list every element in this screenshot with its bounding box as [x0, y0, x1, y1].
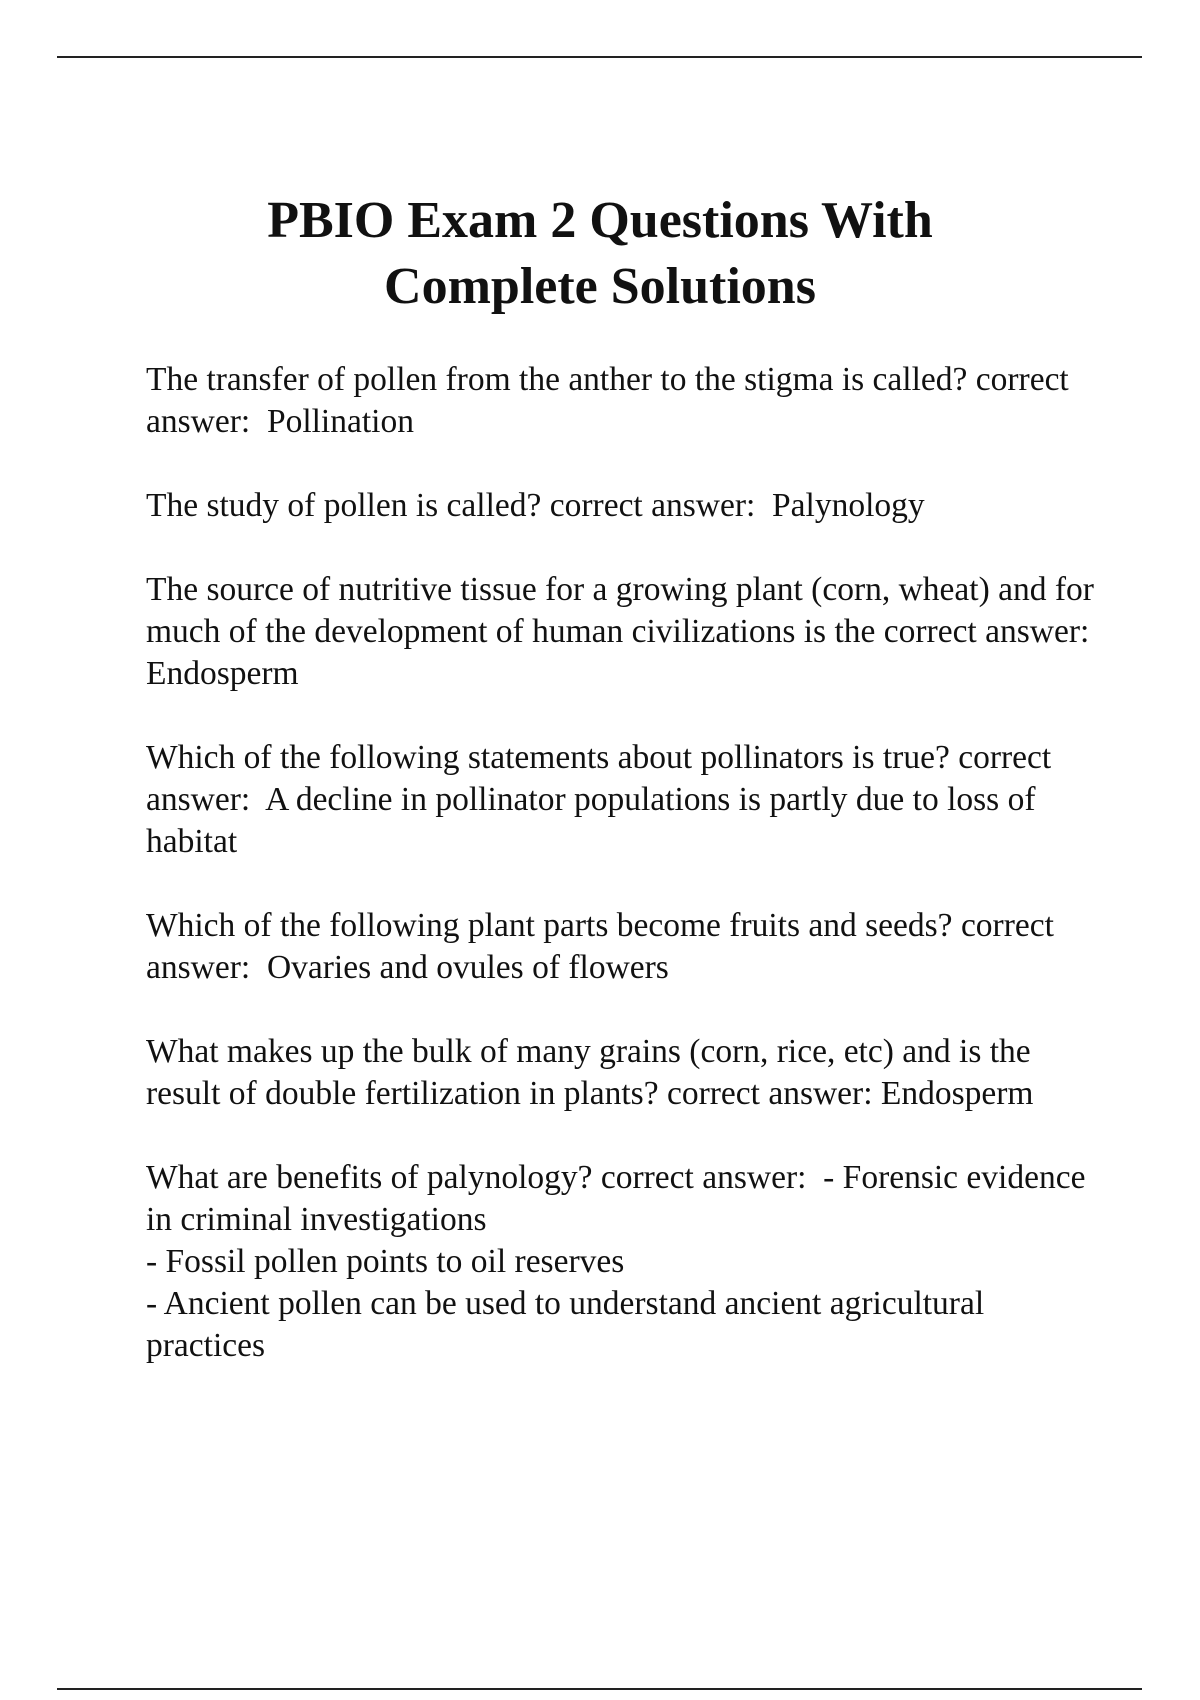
answer-bullet: - Fossil pollen points to oil reserves — [146, 1243, 625, 1280]
answer-prefix: correct answer: — [883, 613, 1090, 650]
answer-text: Ovaries and ovules of flowers — [266, 949, 669, 986]
qa-item-2 — [146, 485, 1106, 527]
qa-item-5 — [146, 905, 1106, 989]
top-rule — [57, 56, 1142, 58]
answer-text: Endosperm — [880, 1075, 1034, 1112]
question-text: The source of nutritive tissue for a growing plant (corn, wheat) and for much of the development of human civilizations is the — [146, 571, 1094, 650]
question-text: What makes up the bulk of many grains (corn, rice, etc) and is the result of double fertilization in plants? — [146, 1033, 1031, 1112]
title-line-2: Complete Solutions — [384, 258, 816, 315]
qa-item-4 — [146, 737, 1106, 863]
title-line-1: PBIO Exam 2 Questions With — [267, 192, 933, 249]
question-text: Which of the following statements about pollinators is true? — [146, 739, 950, 776]
answer-bullet-list — [146, 1241, 1106, 1367]
answer-text: A decline in pollinator populations is partly due to loss of habitat — [146, 781, 1036, 860]
qa-item-3 — [146, 569, 1106, 695]
qa-item-1 — [146, 359, 1106, 443]
qa-item-6 — [146, 1031, 1106, 1115]
answer-prefix: correct answer: — [549, 487, 756, 524]
page-title — [100, 188, 1100, 320]
qa-list — [146, 359, 1106, 1409]
answer-prefix: correct answer: — [146, 361, 1069, 440]
answer-prefix: correct answer: — [666, 1075, 873, 1112]
question-text: The transfer of pollen from the anther to the stigma is called? — [146, 361, 968, 398]
answer-text: Endosperm — [146, 655, 299, 692]
bottom-rule — [57, 1688, 1142, 1690]
answer-text: Pollination — [266, 403, 414, 440]
answer-prefix: correct answer: — [146, 739, 1052, 818]
answer-prefix: correct answer: — [600, 1159, 807, 1196]
question-text: The study of pollen is called? — [146, 487, 542, 524]
question-text: What are benefits of palynology? — [146, 1159, 593, 1196]
answer-bullet: - Ancient pollen can be used to understand ancient agricultural practices — [146, 1285, 985, 1364]
qa-item-7 — [146, 1157, 1106, 1367]
answer-text: - Forensic evidence in criminal investigations — [146, 1159, 1086, 1238]
answer-text: Palynology — [772, 487, 925, 524]
answer-prefix: correct answer: — [146, 907, 1054, 986]
question-text: Which of the following plant parts become fruits and seeds? — [146, 907, 953, 944]
